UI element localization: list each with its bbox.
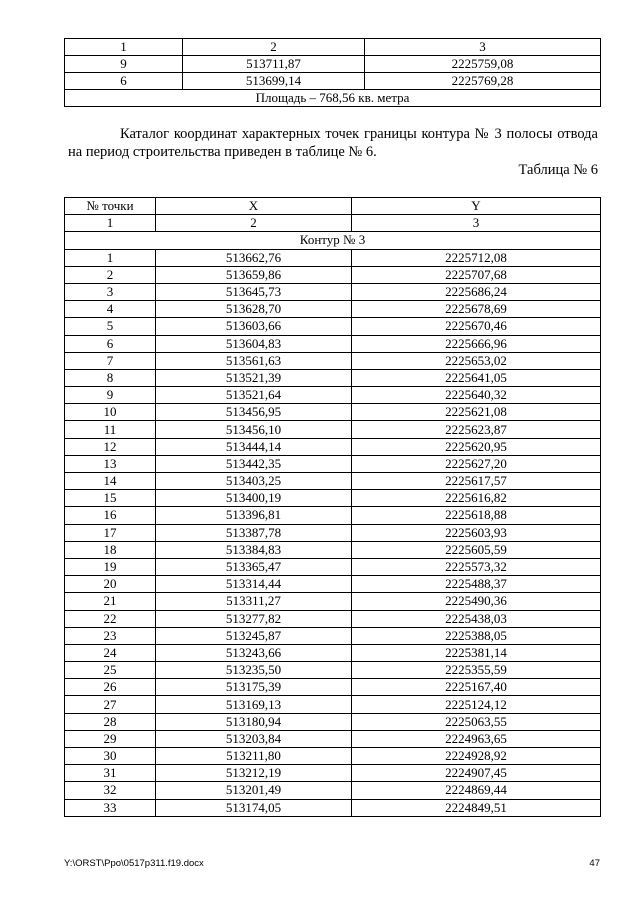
y-cell: 2224907,45	[352, 765, 601, 782]
x-cell: 513659,86	[156, 266, 352, 283]
column-number-row	[65, 215, 601, 232]
y-cell: 2225388,05	[352, 627, 601, 644]
y-header: Y	[352, 198, 601, 215]
point-number-cell: 2	[65, 266, 156, 283]
table-row	[65, 730, 601, 747]
x-cell: 513521,39	[156, 369, 352, 386]
y-cell: 2225623,87	[352, 421, 601, 438]
y-cell: 2225603,93	[352, 524, 601, 541]
y-cell: 2225573,32	[352, 558, 601, 575]
point-number-cell: 13	[65, 455, 156, 472]
y-cell: 2225686,24	[352, 283, 601, 300]
y-cell: 2224869,44	[352, 782, 601, 799]
point-number-cell: 1	[65, 249, 156, 266]
x-cell: 513456,10	[156, 421, 352, 438]
table-row	[65, 748, 601, 765]
point-number-cell: 24	[65, 644, 156, 661]
y-cell: 2225759,08	[365, 56, 601, 73]
point-number-cell: 3	[65, 283, 156, 300]
area-cell: Площадь – 768,56 кв. метра	[65, 90, 601, 107]
point-number-cell: 17	[65, 524, 156, 541]
x-cell: 513400,19	[156, 490, 352, 507]
x-cell: 513245,87	[156, 627, 352, 644]
y-cell: 2225666,96	[352, 335, 601, 352]
table-row	[65, 782, 601, 799]
y-cell: 2225769,28	[365, 73, 601, 90]
point-number-cell: 6	[65, 335, 156, 352]
x-cell: 513662,76	[156, 249, 352, 266]
point-number-cell: 30	[65, 748, 156, 765]
point-number-cell: 8	[65, 369, 156, 386]
table-row	[65, 610, 601, 627]
point-number-cell: 26	[65, 679, 156, 696]
x-cell: 513175,39	[156, 679, 352, 696]
table-row	[65, 558, 601, 575]
table-row	[65, 301, 601, 318]
point-number-cell: 22	[65, 610, 156, 627]
point-number-cell: 7	[65, 352, 156, 369]
y-cell: 2225617,57	[352, 473, 601, 490]
column-number-cell: 2	[156, 215, 352, 232]
column-number-row	[65, 39, 601, 56]
table-row	[65, 421, 601, 438]
y-cell: 2225063,55	[352, 713, 601, 730]
y-cell: 2225618,88	[352, 507, 601, 524]
table-row	[65, 455, 601, 472]
area-row	[65, 90, 601, 107]
x-cell: 513203,84	[156, 730, 352, 747]
continuation-table	[64, 38, 601, 107]
x-cell: 513561,63	[156, 352, 352, 369]
x-cell: 513628,70	[156, 301, 352, 318]
point-number-cell: 6	[65, 73, 183, 90]
table-row	[65, 507, 601, 524]
y-cell: 2225678,69	[352, 301, 601, 318]
table-row	[65, 713, 601, 730]
x-cell: 513603,66	[156, 318, 352, 335]
column-number-cell: 1	[65, 215, 156, 232]
table-caption: Таблица № 6	[518, 162, 598, 178]
table-row	[65, 593, 601, 610]
table-row	[65, 799, 601, 816]
point-number-cell: 25	[65, 662, 156, 679]
point-number-cell: 16	[65, 507, 156, 524]
x-cell: 513699,14	[183, 73, 365, 90]
x-cell: 513403,25	[156, 473, 352, 490]
x-cell: 513314,44	[156, 576, 352, 593]
x-cell: 513277,82	[156, 610, 352, 627]
x-cell: 513604,83	[156, 335, 352, 352]
point-number-cell: 23	[65, 627, 156, 644]
x-cell: 513387,78	[156, 524, 352, 541]
point-number-cell: 28	[65, 713, 156, 730]
point-number-cell: 5	[65, 318, 156, 335]
x-cell: 513169,13	[156, 696, 352, 713]
x-cell: 513311,27	[156, 593, 352, 610]
y-cell: 2225627,20	[352, 455, 601, 472]
table-row	[65, 662, 601, 679]
y-cell: 2225167,40	[352, 679, 601, 696]
y-cell: 2225355,59	[352, 662, 601, 679]
column-number-cell: 1	[65, 39, 183, 56]
table-row	[65, 627, 601, 644]
x-cell: 513235,50	[156, 662, 352, 679]
header-row	[65, 198, 601, 215]
y-cell: 2225605,59	[352, 541, 601, 558]
y-cell: 2225490,36	[352, 593, 601, 610]
column-number-cell: 3	[352, 215, 601, 232]
point-number-cell: 10	[65, 404, 156, 421]
point-number-cell: 14	[65, 473, 156, 490]
section-title: Контур № 3	[65, 232, 601, 249]
point-number-cell: 19	[65, 558, 156, 575]
table-row	[65, 541, 601, 558]
y-cell: 2225488,37	[352, 576, 601, 593]
y-cell: 2225616,82	[352, 490, 601, 507]
y-cell: 2225381,14	[352, 644, 601, 661]
x-cell: 513180,94	[156, 713, 352, 730]
x-cell: 513444,14	[156, 438, 352, 455]
x-cell: 513365,47	[156, 558, 352, 575]
section-row	[65, 232, 601, 249]
x-cell: 513243,66	[156, 644, 352, 661]
page-number: 47	[589, 858, 600, 869]
table-row	[65, 473, 601, 490]
table-row	[65, 249, 601, 266]
point-number-cell: 20	[65, 576, 156, 593]
table-row	[65, 679, 601, 696]
point-number-header: № точки	[65, 198, 156, 215]
column-number-cell: 2	[183, 39, 365, 56]
y-cell: 2224928,92	[352, 748, 601, 765]
y-cell: 2225640,32	[352, 387, 601, 404]
table-row	[65, 490, 601, 507]
y-cell: 2224963,65	[352, 730, 601, 747]
point-number-cell: 9	[65, 387, 156, 404]
point-number-cell: 21	[65, 593, 156, 610]
point-number-cell: 11	[65, 421, 156, 438]
y-cell: 2225707,68	[352, 266, 601, 283]
point-number-cell: 33	[65, 799, 156, 816]
y-cell: 2225653,02	[352, 352, 601, 369]
table-row	[65, 404, 601, 421]
y-cell: 2225712,08	[352, 249, 601, 266]
point-number-cell: 4	[65, 301, 156, 318]
y-cell: 2225620,95	[352, 438, 601, 455]
x-cell: 513201,49	[156, 782, 352, 799]
y-cell: 2224849,51	[352, 799, 601, 816]
x-cell: 513384,83	[156, 541, 352, 558]
table-row	[65, 56, 601, 73]
catalog-paragraph: Каталог координат характерных точек границы контура № 3 полосы отвода на период строительства приведен в таблице № 6.	[68, 126, 598, 160]
y-cell: 2225670,46	[352, 318, 601, 335]
point-number-cell: 31	[65, 765, 156, 782]
point-number-cell: 27	[65, 696, 156, 713]
table-row	[65, 73, 601, 90]
table-row	[65, 765, 601, 782]
y-cell: 2225641,05	[352, 369, 601, 386]
x-cell: 513521,64	[156, 387, 352, 404]
table-row	[65, 335, 601, 352]
point-number-cell: 12	[65, 438, 156, 455]
coordinates-table	[64, 197, 601, 817]
table-row	[65, 266, 601, 283]
table-row	[65, 438, 601, 455]
table-row	[65, 283, 601, 300]
point-number-cell: 29	[65, 730, 156, 747]
column-number-cell: 3	[365, 39, 601, 56]
x-cell: 513212,19	[156, 765, 352, 782]
x-header: X	[156, 198, 352, 215]
x-cell: 513456,95	[156, 404, 352, 421]
file-path: Y:\ORST\Ppo\0517p311.f19.docx	[64, 858, 204, 869]
table-row	[65, 576, 601, 593]
x-cell: 513711,87	[183, 56, 365, 73]
point-number-cell: 9	[65, 56, 183, 73]
table-row	[65, 352, 601, 369]
x-cell: 513442,35	[156, 455, 352, 472]
table-row	[65, 369, 601, 386]
x-cell: 513174,05	[156, 799, 352, 816]
table-row	[65, 524, 601, 541]
y-cell: 2225124,12	[352, 696, 601, 713]
table-row	[65, 644, 601, 661]
point-number-cell: 18	[65, 541, 156, 558]
table-row	[65, 387, 601, 404]
y-cell: 2225621,08	[352, 404, 601, 421]
y-cell: 2225438,03	[352, 610, 601, 627]
point-number-cell: 15	[65, 490, 156, 507]
x-cell: 513645,73	[156, 283, 352, 300]
x-cell: 513396,81	[156, 507, 352, 524]
table-row	[65, 318, 601, 335]
point-number-cell: 32	[65, 782, 156, 799]
x-cell: 513211,80	[156, 748, 352, 765]
table-row	[65, 696, 601, 713]
